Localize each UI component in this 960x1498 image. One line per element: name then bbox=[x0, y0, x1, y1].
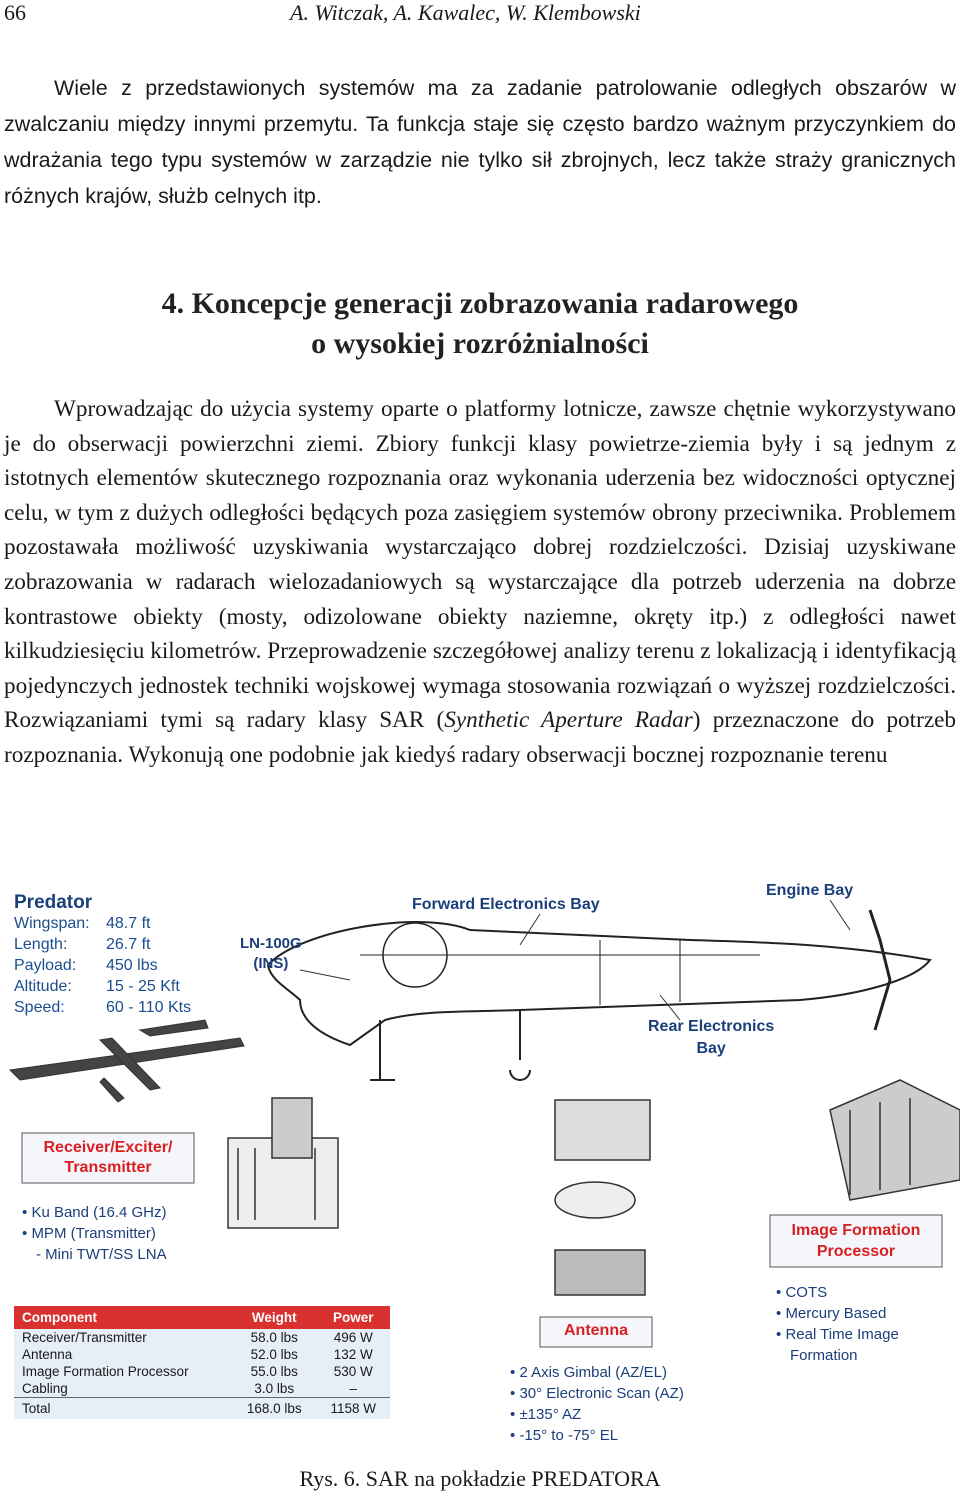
predator-silhouette-icon bbox=[10, 1020, 244, 1102]
spec-speed: Speed: 60 - 110 Kts bbox=[14, 999, 192, 1016]
receiver-bullet-1: • Ku Band (16.4 GHz) bbox=[22, 1204, 167, 1221]
section-heading-line-2: o wysokiej rozróżnialności bbox=[311, 327, 649, 360]
fuselage-cutaway-icon bbox=[268, 910, 930, 1080]
table-row: Cabling 3.0 lbs – bbox=[22, 1381, 358, 1396]
processor-unit-icon bbox=[830, 1080, 960, 1200]
ifp-bullet-2: • Mercury Based bbox=[776, 1305, 887, 1322]
label-engine-bay: Engine Bay bbox=[766, 882, 854, 899]
table-total-row: Total 168.0 lbs 1158 W bbox=[14, 1398, 390, 1420]
receiver-unit-icon bbox=[228, 1098, 338, 1228]
predator-title: Predator bbox=[14, 892, 93, 913]
label-forward-bay: Forward Electronics Bay bbox=[412, 896, 600, 913]
ifp-bullets bbox=[776, 1282, 899, 1366]
table-header-row bbox=[14, 1306, 390, 1329]
antenna-bullet-1: • 2 Axis Gimbal (AZ/EL) bbox=[510, 1364, 667, 1381]
table-row: Receiver/Transmitter 58.0 lbs 496 W bbox=[22, 1330, 373, 1345]
ifp-bullet-3: • Real Time Image bbox=[776, 1326, 899, 1343]
section-heading-line-1: 4. Koncepcje generacji zobrazowania radarowego bbox=[161, 287, 799, 320]
spec-payload: Payload: 450 lbs bbox=[14, 957, 158, 974]
spec-altitude: Altitude: 15 - 25 Kft bbox=[14, 978, 180, 995]
figure-predator-sar bbox=[0, 870, 960, 1450]
ifp-bullet-1: • COTS bbox=[776, 1284, 828, 1301]
predator-specs bbox=[14, 892, 191, 1018]
page-number: 66 bbox=[4, 0, 26, 25]
ifp-cont: Formation bbox=[790, 1347, 858, 1364]
table-row: Image Formation Processor 55.0 lbs 530 W bbox=[22, 1364, 373, 1379]
antenna-bullets bbox=[510, 1362, 684, 1446]
body-text-1: Wprowadzając do użycia systemy oparte o platformy lotnicze, zawsze chętnie wykorzystywano je do obserwacji powierzchni ziemi. Zbiory funkcji klasy powietrze-ziemia były i są jednym z istotnych elementów skutecznego rozpoznania oraz wykonania uderzenia bez widoczności optycznej celu, w tym z dużych odległości będących poza zasięgiem systemów obrony przeciwnika. Problemem pozostawała możliwość uzyskiwania wystarczająco dobrej rozdzielczości. Dzisiaj uzyskiwane zobrazowania w radarach wielozadaniowych są wystarczające dla potrzeb uderzenia na dobrze kontrastowe obiekty (mosty, odizolowane obiekty naziemne, okręty itp.) z odległości nawet kilkudziesięciu kilometrów. Przeprowadzenie szczegółowej analizy terenu z lokalizacją i identyfikacją pojedynczych jednostek techniki wojskowej wymaga stosowania rozwiązań o wyższej rozdzielczości. Rozwiązaniami tymi są radary klasy SAR ( bbox=[4, 396, 956, 734]
body-text-2: ) przeznaczone do potrzeb rozpoznania. Wykonują one podobnie jak kiedyś radary obserwacji bocznej rozpoznanie terenu bbox=[4, 707, 956, 768]
label-ln100g: LN-100G (INS) bbox=[240, 935, 302, 972]
section-heading bbox=[0, 284, 960, 364]
table-header: Component bbox=[22, 1310, 97, 1325]
table-header: Power bbox=[333, 1310, 374, 1325]
body-paragraph bbox=[4, 392, 956, 773]
running-title: A. Witczak, A. Kawalec, W. Klembowski bbox=[290, 0, 641, 25]
ifp-title: Image Formation Processor bbox=[791, 1222, 921, 1260]
receiver-bullets bbox=[22, 1202, 167, 1265]
label-rear-bay: Rear Electronics Bay bbox=[648, 1018, 775, 1057]
antenna-bullet-3: • ±135° AZ bbox=[510, 1406, 582, 1423]
receiver-title: Receiver/Exciter/ Transmitter bbox=[43, 1139, 173, 1176]
body-text-italic: Synthetic Aperture Radar bbox=[444, 707, 693, 734]
table-row: Antenna 52.0 lbs 132 W bbox=[22, 1347, 373, 1362]
antenna-bullet-2: • 30° Electronic Scan (AZ) bbox=[510, 1385, 684, 1402]
intro-paragraph: Wiele z przedstawionych systemów ma za zadanie patrolowanie odległych obszarów w zwalczaniu między innymi przemytu. Ta funkcja staje się często bardzo ważnym przyczynkiem do wdrażania tego typu systemów w zarządzie nie tylko sił zbrojnych, lecz także straży granicznych różnych krajów, służb celnych itp. bbox=[4, 76, 956, 208]
antenna-unit-icon bbox=[555, 1100, 650, 1295]
component-table bbox=[14, 1306, 390, 1419]
table-header: Weight bbox=[251, 1310, 297, 1325]
running-header bbox=[0, 0, 960, 34]
receiver-bullet-2: • MPM (Transmitter) bbox=[22, 1225, 156, 1242]
figure-caption: Rys. 6. SAR na pokładzie PREDATORA bbox=[299, 1466, 661, 1491]
spec-length: Length: 26.7 ft bbox=[14, 936, 151, 953]
antenna-title: Antenna bbox=[564, 1322, 628, 1339]
antenna-bullet-4: • -15° to -75° EL bbox=[510, 1427, 619, 1444]
receiver-sub: - Mini TWT/SS LNA bbox=[36, 1246, 167, 1263]
spec-wingspan: Wingspan: 48.7 ft bbox=[14, 915, 151, 932]
